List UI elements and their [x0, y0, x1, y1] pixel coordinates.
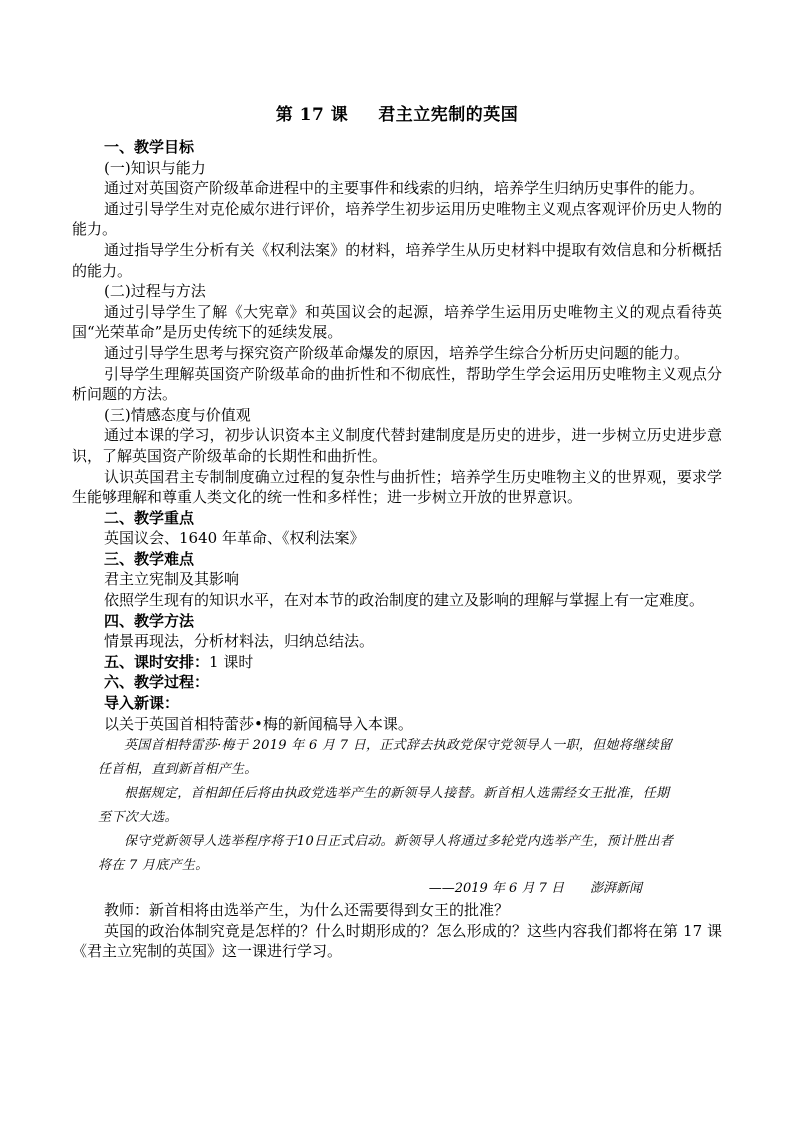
subheading-intro: 导入新课： [104, 694, 180, 713]
paragraph: 英国的政治体制究竟是怎样的？什么时期形成的？怎么形成的？这些内容我们都将在第 17 课《君主立宪制的英国》这一课进行学习。 [72, 921, 722, 961]
paragraph: 通过引导学生对克伦威尔进行评价，培养学生初步运用历史唯物主义观点客观评价历史人物的能力。 [72, 199, 722, 239]
heading-methods: 四、教学方法 [104, 611, 195, 630]
subheading-knowledge: (一)知识与能力 [104, 158, 206, 177]
paragraph: 认识英国君主专制制度确立过程的复杂性与曲折性；培养学生历史唯物主义的世界观，要求学生能够理解和尊重人类文化的统一性和多样性；进一步树立开放的世界意识。 [72, 467, 722, 507]
paragraph: 通过指导学生分析有关《权利法案》的材料，培养学生从历史材料中提取有效信息和分析概括的能力。 [72, 240, 722, 280]
class-hours [72, 652, 722, 673]
subheading-process: (二)过程与方法 [104, 282, 206, 301]
document-page [72, 100, 722, 962]
lesson-name: 君主立宪制的英国 [378, 105, 519, 125]
teacher-question: 教师：新首相将由选举产生，为什么还需要得到女王的批准？ [104, 901, 510, 920]
paragraph: 引导学生理解英国资产阶级革命的曲折性和不彻底性，帮助学生学会运用历史唯物主义观点分析问题的方法。 [72, 364, 722, 404]
heading-objectives: 一、教学目标 [104, 138, 195, 156]
paragraph: 通过本课的学习，初步认识资本主义制度代替封建制度是历史的进步，进一步树立历史进步意识，了解英国资产阶级革命的长期性和曲折性。 [72, 426, 722, 465]
heading-difficulties: 三、教学难点 [104, 549, 195, 568]
heading-process: 六、教学过程： [104, 673, 210, 692]
paragraph: 通过引导学生思考与探究资产阶级革命爆发的原因，培养学生综合分析历史问题的能力。 [104, 343, 690, 362]
page-title [72, 100, 722, 125]
heading-key-points: 二、教学重点 [104, 508, 195, 527]
paragraph: 通过对英国资产阶级革命进程中的主要事件和线索的归纳，培养学生归纳历史事件的能力。 [104, 179, 705, 198]
news-quote: 保守党新领导人选举程序将于10日正式启动。新领导人将通过多轮党内选举产生，预计胜出者将在 7 月底产生。 [98, 834, 674, 874]
news-source: ——2019 年 6 月 7 日 澎湃新闻 [428, 881, 642, 897]
paragraph: 通过引导学生了解《大宪章》和英国议会的起源，培养学生运用历史唯物主义的观点看待英国“光荣革命”是历史传统下的延续发展。 [72, 302, 722, 342]
paragraph: 英国议会、1640 年革命、《权利法案》 [104, 529, 365, 548]
subheading-attitude: (三)情感态度与价值观 [104, 405, 251, 424]
news-quote: 英国首相特雷莎·梅于 2019 年 6 月 7 日，正式辞去执政党保守党领导人一职，但她将继续留任首相，直到新首相产生。 [98, 738, 672, 778]
paragraph: 依照学生现有的知识水平，在对本节的政治制度的建立及影响的理解与掌握上有一定难度。 [104, 591, 705, 610]
news-quote: 根据规定，首相卸任后将由执政党选举产生的新领导人接替。新首相人选需经女王批准，任期至下次大选。 [98, 786, 670, 826]
paragraph: 以关于英国首相特蕾莎•梅的新闻稿导入本课。 [104, 714, 413, 733]
paragraph: 情景再现法，分析材料法，归纳总结法。 [104, 632, 375, 651]
paragraph: 君主立宪制及其影响 [104, 570, 240, 589]
lesson-number: 第 17 课 [275, 105, 349, 125]
heading-schedule: 五、课时安排： [104, 652, 210, 671]
schedule-value: 1 课时 [209, 652, 254, 671]
